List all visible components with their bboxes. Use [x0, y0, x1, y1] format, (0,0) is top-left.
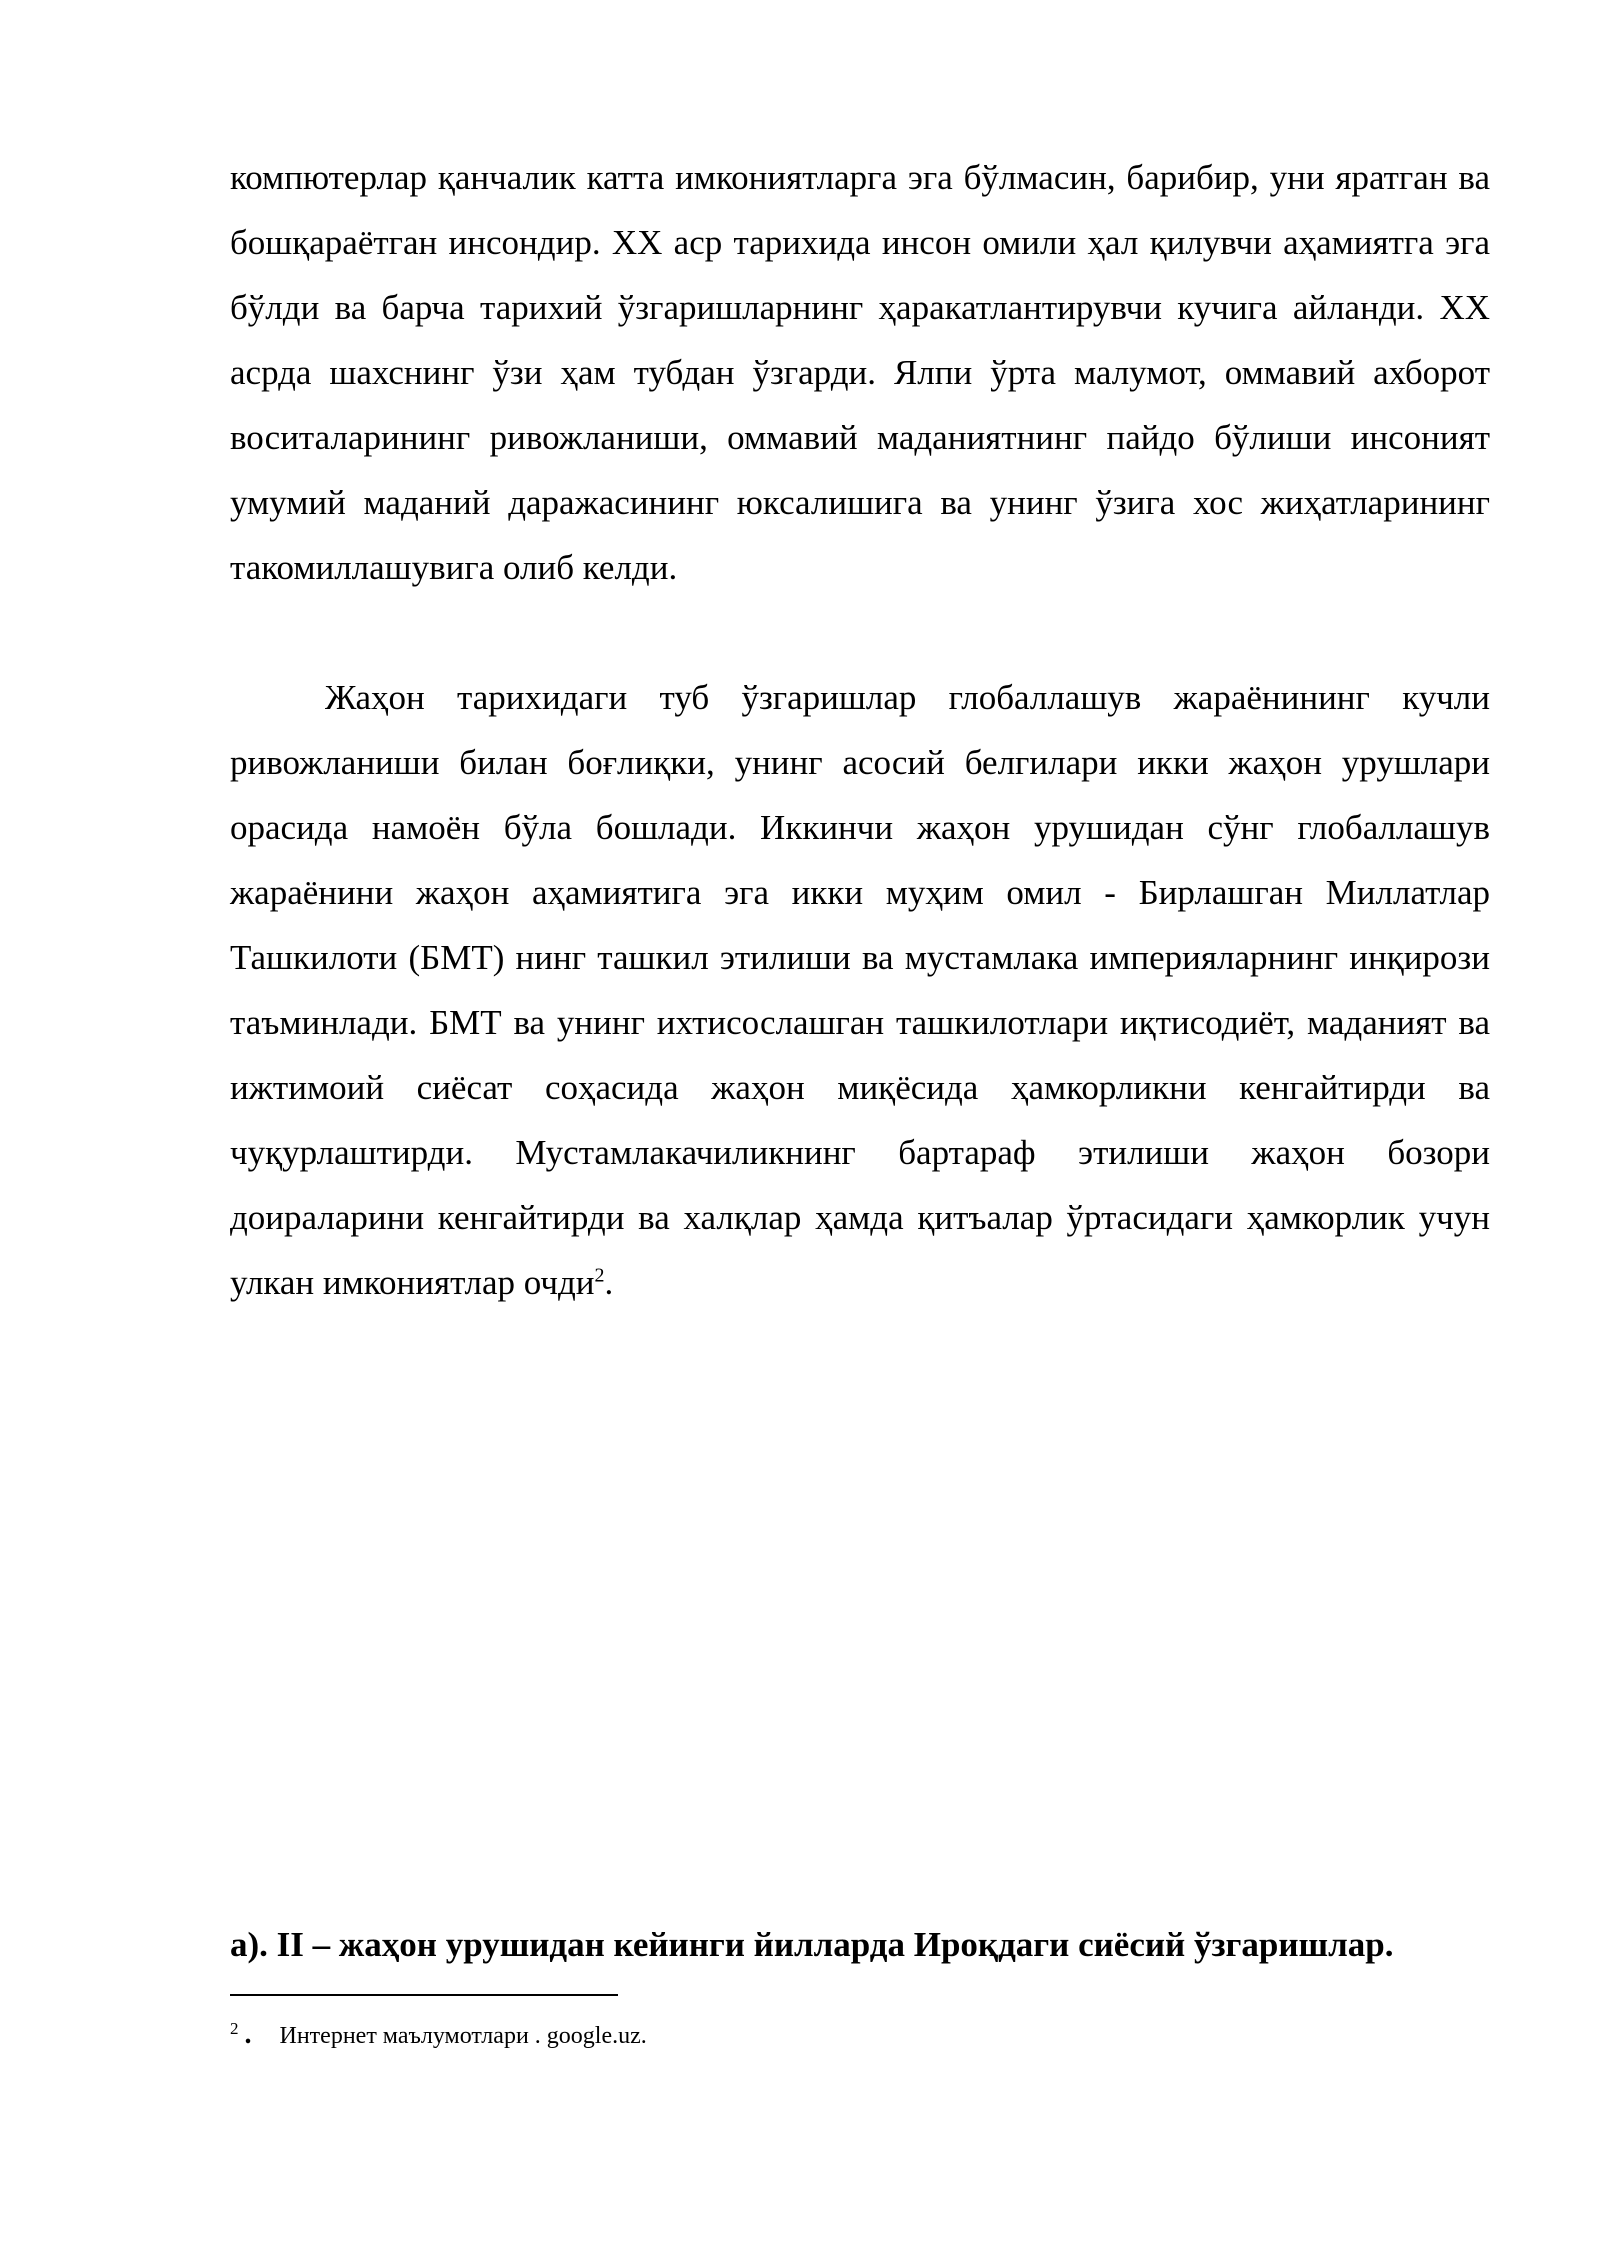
- footnote-marker: .: [244, 2019, 252, 2050]
- paragraph-2-text: Жаҳон тарихидаги туб ўзгаришлар глобаллашув жараёнининг кучли ривожланиши билан боғлиқки, унинг асосий белгилари икки жаҳон урушлари орасида намоён бўла бошлади. Иккинчи жаҳон урушидан сўнг глобаллашув жараёнини жаҳон аҳамиятига эга икки муҳим омил - Бирлашган Миллатлар Ташкилоти (БМТ) нинг ташкил этилиши ва мустамлака империяларнинг инқирози таъминлади. БМТ ва унинг ихтисослашган ташкилотлари иқтисодиёт, маданият ва ижтимоий сиёсат соҳасида жаҳон миқёсида ҳамкорликни кенгайтирди ва чуқурлаштирди. Мустамлакачиликнинг бартараф этилиши жаҳон бозори доираларини кенгайтирди ва халқлар ҳамда қитъалар ўртасидаги ҳамкорлик учун улкан имкониятлар очди: [230, 678, 1490, 1302]
- footnote: [230, 2015, 647, 2056]
- footnote-reference[interactable]: 2: [594, 1264, 605, 1287]
- body-paragraph-2: [230, 665, 1490, 1315]
- paragraph-1-text: компютерлар қанчалик катта имкониятларга эга бўлмасин, барибир, уни яратган ва бошқараётган инсондир. XX аср тарихида инсон омили ҳал қилувчи аҳамиятга эга бўлди ва барча тарихий ўзгаришларнинг ҳаракатлантирувчи кучига айланди. XX асрда шахснинг ўзи ҳам тубдан ўзгарди. Ялпи ўрта малумот, оммавий ахборот воситаларининг ривожланиши, оммавий маданиятнинг пайдо бўлиши инсоният умумий маданий даражасининг юксалишига ва унинг ўзига хос жиҳатларининг такомиллашувига олиб келди.: [230, 158, 1490, 587]
- footnote-separator: [230, 1994, 618, 1996]
- footnote-number: 2: [230, 2019, 239, 2038]
- body-paragraph-1: [230, 145, 1490, 600]
- section-heading: а). II – жаҳон урушидан кейинги йилларда Ироқдаги сиёсий ўзгаришлар.: [230, 1925, 1394, 1964]
- paragraph-2-end: .: [604, 1263, 614, 1302]
- footnote-text: Интернет маълумотлари . google.uz.: [279, 2023, 647, 2049]
